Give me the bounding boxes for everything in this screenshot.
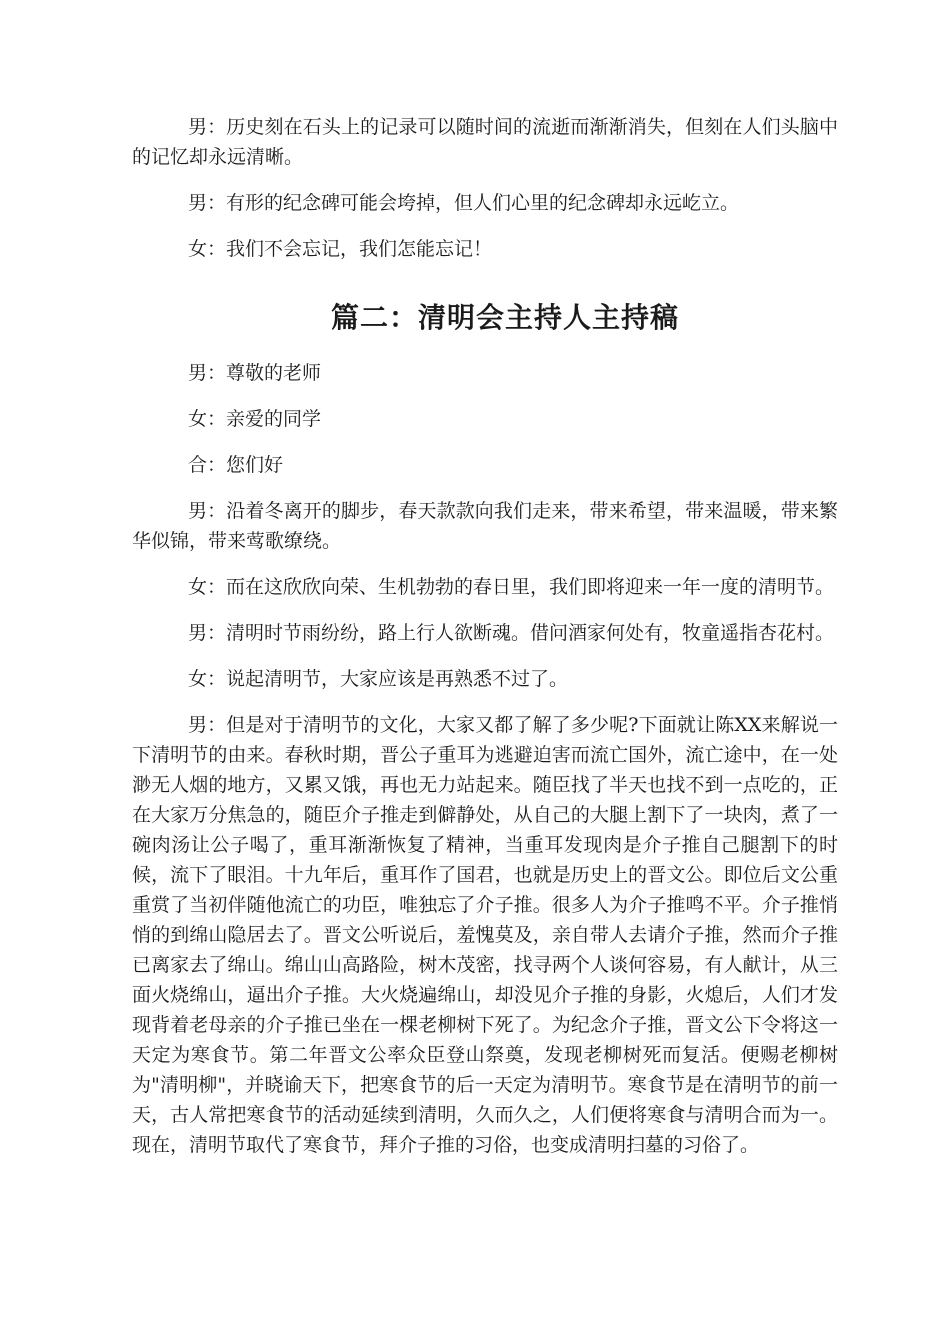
- section-title: 篇二：清明会主持人主持稿: [330, 301, 679, 334]
- paragraph-8: 男：但是对于清明节的文化，大家又都了解了多少呢?下面就让陈XX来解说一下清明节的由来。春秋时期，晋公子重耳为逃避迫害而流亡国外，流亡途中，在一处渺无人烟的地方，又累又饿，再也无力站起来。随臣找了半天也找不到一点吃的，正在大家万分焦急的，随臣介子推走到僻静处，从自己的大腿上割下了一块肉，煮了一碗肉汤让公子喝了，重耳渐渐恢复了精神，当重耳发现肉是介子推自己腿割下的时候，流下了眼泪。十九年后，重耳作了国君，也就是历史上的晋文公。即位后文公重重赏了当初伴随他流亡的功臣，唯独忘了介子推。很多人为介子推鸣不平。介子推悄悄的到绵山隐居去了。晋文公听说后，羞愧莫及，亲自带人去请介子推，然而介子推已离家去了绵山。绵山山高路险，树木茂密，找寻两个人谈何容易，有人献计，从三面火烧绵山，逼出介子推。大火烧遍绵山，却没见介子推的身影，火熄后，人们才发现背着老母亲的介子推已坐在一棵老柳树下死了。为纪念介子推，晋文公下令将这一天定为寒食节。第二年晋文公率众臣登山祭奠，发现老柳树死而复活。便赐老柳树为"清明柳"，并晓谕天下，把寒食节的后一天定为清明节。寒食节是在清明节的前一天，古人常把寒食节的活动延续到清明，久而久之，人们便将寒食与清明合而为一。现在，清明节取代了寒食节，拜介子推的习俗，也变成清明扫墓的习俗了。: [132, 714, 838, 1156]
- paragraph-intro-3: 女：我们不会忘记，我们怎能忘记！: [188, 238, 493, 260]
- paragraph-3: 合：您们好: [188, 454, 284, 476]
- paragraph-1: 男：尊敬的老师: [188, 362, 322, 384]
- paragraph-7: 女：说起清明节，大家应该是再熟悉不过了。: [188, 668, 569, 690]
- paragraph-5: 女：而在这欣欣向荣、生机勃勃的春日里，我们即将迎来一年一度的清明节。: [188, 576, 835, 598]
- paragraph-intro-2: 男：有形的纪念碑可能会垮掉，但人们心里的纪念碑却永远屹立。: [188, 192, 740, 214]
- paragraph-4: 男：沿着冬离开的脚步，春天款款向我们走来，带来希望，带来温暖，带来繁华似锦，带来莺歌缭绕。: [132, 500, 838, 552]
- paragraph-intro-1: 男：历史刻在石头上的记录可以随时间的流逝而渐渐消失，但刻在人们头脑中的记忆却永远清晰。: [132, 116, 838, 168]
- document-page: [132, 112, 838, 1176]
- paragraph-2: 女：亲爱的同学: [188, 408, 322, 430]
- paragraph-6: 男：清明时节雨纷纷，路上行人欲断魂。借问酒家何处有，牧童遥指杏花村。: [188, 622, 835, 644]
